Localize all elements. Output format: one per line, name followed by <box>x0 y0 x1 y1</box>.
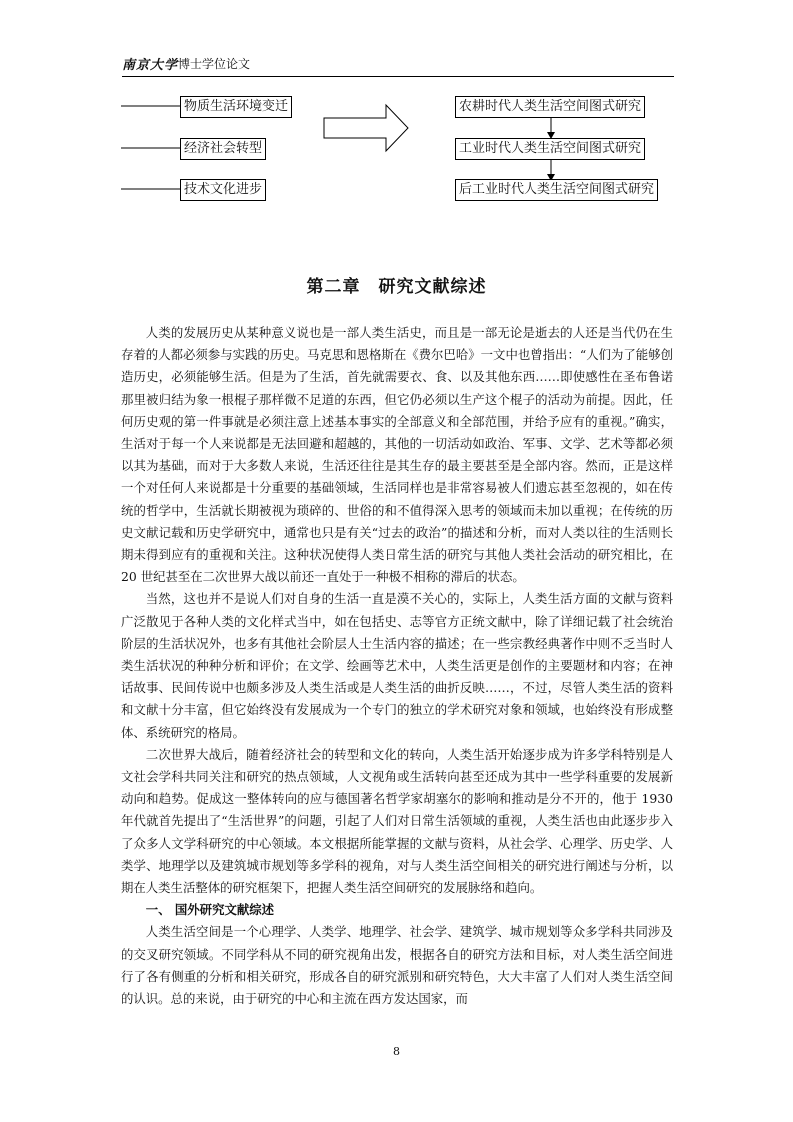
paragraph: 当然，这也并不是说人们对自身的生活一直是漠不关心的，实际上，人类生活方面的文献与资料广泛散见于各种人类的文化样式当中，如在包括史、志等官方正统文献中，除了详细记载了社会统治阶层的生活状况外，也多有其他社会阶层人士生活内容的描述；在一些宗教经典著作中则不乏当时人类生活状况的种种分析和评价；在文学、绘画等艺术中，人类生活更是创作的主要题材和内容；在神话故事、民间传说中也颇多涉及人类生活或是人类生活的曲折反映……，不过，尽管人类生活的资料和文献十分丰富，但它始终没有发展成为一个专门的独立的学术研究对象和领域，也始终没有形成整体、系统研究的格局。 <box>121 591 673 740</box>
paragraph: 人类的发展历史从某种意义说也是一部人类生活史，而且是一部无论是逝去的人还是当代仍在生存着的人都必须参与实践的历史。马克思和恩格斯在《费尔巴哈》一文中也曾指出：“人们为了能够创造历史，必须能够生活。但是为了生活，首先就需要衣、食、以及其他东西……即使感性在圣布鲁诺那里被归结为象一根棍子那样微不足道的东西，但它仍必须以生产这个棍子的活动为前提。因此，任何历史观的第一件事就是必须注意上述基本事实的全部意义和全部范围，并给予应有的重视。”确实，生活对于每一个人来说都是无法回避和超越的，其他的一切活动如政治、军事、文学、艺术等都必须以其为基础，而对于大多数人来说，生活还往往是其生存的最主要甚至是全部内容。然而，正是这样一个对任何人来说都是十分重要的基础领域，生活同样也是非常容易被人们遗忘甚至忽视的，如在传统的哲学中，生活就长期被视为琐碎的、世俗的和不值得深入思考的领域而未加以重视；在传统的历史文献记载和历史学研究中，通常也只是有关“过去的政治”的描述和分析，而对人类以往的生活则长期未得到应有的重视和关注。这种状况使得人类日常生活的研究与其他人类社会活动的研究相比，在 20 世纪甚至在二次世界大战以前还一直处于一种极不相称的滞后的状态。 <box>121 325 673 585</box>
section-heading: 一、 国外研究文献综述 <box>145 902 275 918</box>
factor-box-economy: 经济社会转型 <box>180 138 266 160</box>
factor-box-technology: 技术文化进步 <box>180 179 266 201</box>
chapter-title: 第二章 研究文献综述 <box>306 277 487 297</box>
university-logo-text: 南京大学 <box>122 58 179 73</box>
degree-label: 博士学位论文 <box>178 57 251 71</box>
body-text <box>121 322 673 1010</box>
research-framework-diagram <box>0 0 793 240</box>
era-box-postindustrial: 后工业时代人类生活空间图式研究 <box>455 179 658 201</box>
factor-box-environment: 物质生活环境变迁 <box>180 96 292 118</box>
page-number: 8 <box>393 1045 400 1058</box>
right-hollow-arrow-icon <box>324 105 408 151</box>
paragraph: 人类生活空间是一个心理学、人类学、地理学、社会学、建筑学、城市规划等众多学科共同涉及的交叉研究领域。不同学科从不同的研究视角出发，根据各自的研究方法和目标，对人类生活空间进行了各有侧重的分析和相关研究，形成各自的研究派别和研究特色，大大丰富了人们对人类生活空间的认识。总的来说，由于研究的中心和主流在西方发达国家，而 <box>121 924 673 1007</box>
era-box-agricultural: 农耕时代人类生活空间图式研究 <box>455 96 645 118</box>
paragraph: 二次世界大战后，随着经济社会的转型和文化的转向，人类生活开始逐步成为许多学科特别是人文社会学科共同关注和研究的热点领域，人文视角或生活转向甚至还成为其中一些学科重要的发展新动向和趋势。促成这一整体转向的应与德国著名哲学家胡塞尔的影响和推动是分不开的，他于 1930 年代就首先提出了“生活世界”的问题，引起了人们对日常生活领域的重视，人类生活也由此逐步步入了众多人文学科研究的中心领域。本文根据所能掌握的文献与资料，从社会学、心理学、历史学、人类学、地理学以及建筑城市规划等多学科的视角，对与人类生活空间相关的研究进行阐述与分析，以期在人类生活整体的研究框架下，把握人类生活空间研究的发展脉络和趋向。 <box>121 746 673 896</box>
era-box-industrial: 工业时代人类生活空间图式研究 <box>455 138 645 160</box>
diagram-connectors <box>0 0 793 240</box>
